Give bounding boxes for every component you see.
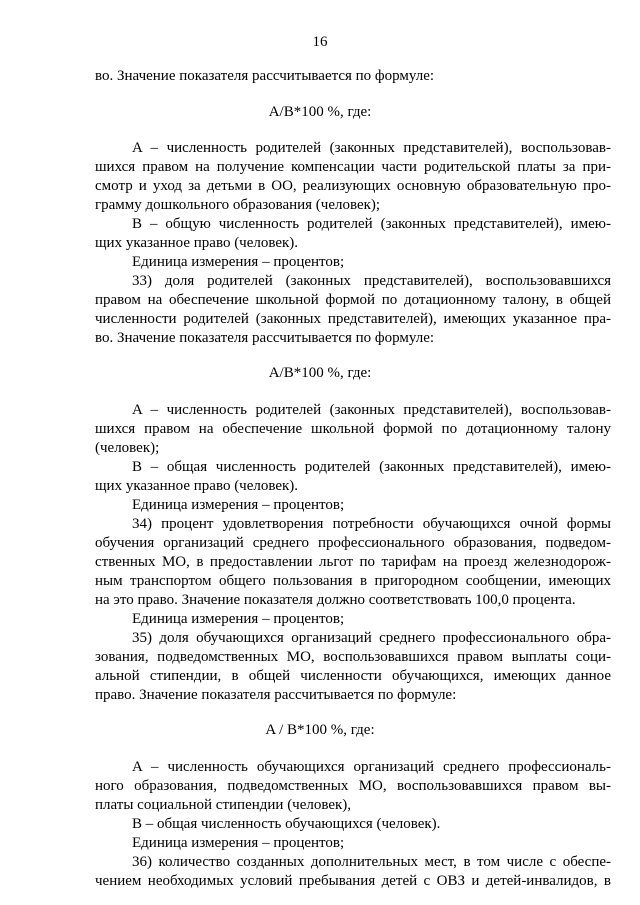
text-line: A – численность обучающихся организаций среднего профессиональ- [132, 759, 611, 775]
text-line: обучения организаций среднего профессионального образования, подведом- [95, 535, 611, 551]
text-line: шихся правом на обеспечение школьной формой по дотационному талону [95, 421, 611, 437]
text-line: B – общая численность родителей (законных представителей), имею- [132, 459, 611, 475]
text-line: ного образования, подведомственных МО, воспользовавшихся правом вы- [95, 778, 611, 794]
formula: A / B*100 %, где: [265, 722, 375, 738]
text-line: Единица измерения – процентов; [132, 497, 345, 513]
text-line: 36) количество созданных дополнительных мест, в том числе с обеспе- [132, 854, 611, 870]
page-number: 16 [312, 34, 328, 50]
text-line: A – численность родителей (законных представителей), воспользовав- [132, 140, 611, 156]
text-line: щих указанное право (человек). [95, 235, 299, 251]
text-line: право. Значение показателя рассчитывается по формуле: [95, 687, 457, 703]
text-line: Единица измерения – процентов; [132, 254, 345, 270]
text-line: ным транспортом общего пользования в пригородном сообщении, имеющих [95, 573, 611, 589]
text-line: 35) доля обучающихся организаций среднего профессионального обра- [132, 630, 611, 646]
text-line: смотр и уход за детьми в ОО, реализующих основную образовательную про- [95, 178, 611, 194]
text-line: во. Значение показателя рассчитывается по формуле: [95, 330, 435, 346]
text-line: правом на обеспечение школьной формой по дотационному талону, в общей [95, 292, 611, 308]
text-line: B – общую численность родителей (законных представителей), имею- [132, 216, 611, 232]
text-line: (человек); [95, 440, 160, 456]
text-line: альной стипендии, в общей численности обучающихся, имеющих данное [95, 668, 611, 684]
text-line: B – общая численность обучающихся (человек). [132, 816, 441, 832]
text-line: на это право. Значение показателя должно соответствовать 100,0 процента. [95, 592, 576, 608]
text-line: 34) процент удовлетворения потребности обучающихся очной формы [132, 516, 611, 532]
text-line: щих указанное право (человек). [95, 478, 299, 494]
text-line: чением необходимых условий пребывания детей с ОВЗ и детей-инвалидов, в [95, 873, 611, 889]
formula: A/B*100 %, где: [268, 365, 372, 381]
text-line: платы социальной стипендии (человек), [95, 797, 352, 813]
text-line: Единица измерения – процентов; [132, 611, 345, 627]
text-line: грамму дошкольного образования (человек); [95, 197, 381, 213]
text-line: во. Значение показателя рассчитывается по формуле: [95, 68, 435, 84]
text-line: ственных МО, в предоставлении льгот по тарифам на проезд железнодорож- [95, 554, 611, 570]
text-line: A – численность родителей (законных представителей), воспользовав- [132, 402, 611, 418]
text-line: Единица измерения – процентов; [132, 835, 345, 851]
text-line: 33) доля родителей (законных представителей), воспользовавшихся [132, 273, 611, 289]
text-line: зования, подведомственных МО, воспользовавшихся правом выплаты соци- [95, 649, 611, 665]
text-line: численности родителей (законных представителей), имеющих указанное пра- [95, 311, 611, 327]
text-line: шихся правом на получение компенсации части родительской платы за при- [95, 159, 611, 175]
formula: A/B*100 %, где: [268, 104, 372, 120]
